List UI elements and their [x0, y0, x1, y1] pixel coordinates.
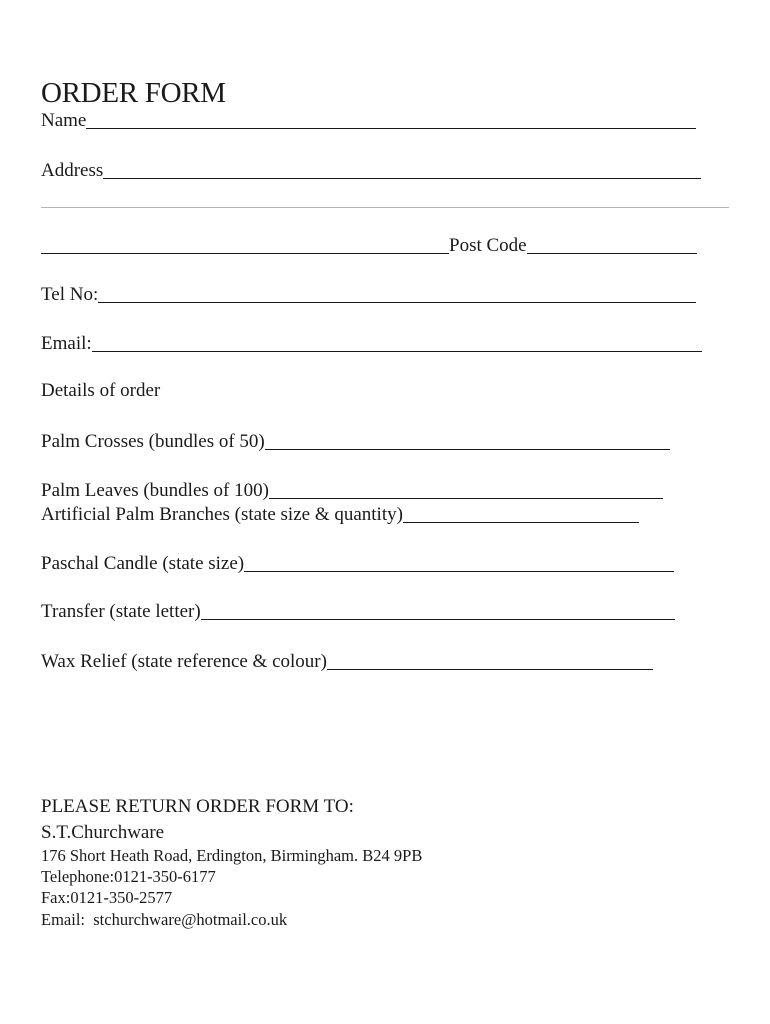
order-item-row [41, 651, 653, 673]
order-item-row [41, 601, 675, 623]
artificial-palm-field-line[interactable] [403, 505, 639, 523]
email-label: Email: [41, 333, 92, 354]
page-title: ORDER FORM [41, 77, 226, 109]
company-name: S.T.Churchware [41, 822, 165, 843]
order-item-row [41, 431, 670, 453]
address-row [41, 160, 701, 182]
company-fax: Fax:0121-350-2577 [41, 888, 173, 907]
address-continuation-line[interactable] [41, 207, 729, 208]
address-line-3[interactable] [41, 236, 449, 254]
tel-label: Tel No: [41, 284, 99, 305]
name-field-line[interactable] [86, 111, 696, 129]
post-code-field-line[interactable] [527, 236, 697, 254]
order-item-label: Palm Crosses (bundles of 50) [41, 431, 265, 452]
order-item-label: Wax Relief (state reference & colour) [41, 651, 327, 672]
name-label: Name [41, 110, 87, 131]
address-field-line[interactable] [103, 161, 701, 179]
name-row [41, 110, 696, 132]
order-item-label: Artificial Palm Branches (state size & quantity) [41, 504, 403, 525]
return-heading: PLEASE RETURN ORDER FORM TO: [41, 796, 354, 817]
order-item-row [41, 553, 674, 575]
address-label: Address [41, 160, 104, 181]
order-item-row [41, 480, 663, 502]
company-address: 176 Short Heath Road, Erdington, Birmingham. B24 9PB [41, 846, 423, 865]
order-details-heading: Details of order [41, 380, 161, 401]
tel-field-line[interactable] [98, 285, 696, 303]
order-item-label: Palm Leaves (bundles of 100) [41, 480, 269, 501]
post-code-label: Post Code [449, 235, 527, 256]
tel-row [41, 284, 696, 306]
email-field-line[interactable] [92, 334, 702, 352]
paschal-candle-field-line[interactable] [244, 554, 674, 572]
postcode-row [41, 235, 697, 257]
order-item-row [41, 504, 639, 526]
order-item-label: Transfer (state letter) [41, 601, 201, 622]
transfer-field-line[interactable] [201, 602, 675, 620]
order-item-label: Paschal Candle (state size) [41, 553, 245, 574]
palm-crosses-field-line[interactable] [265, 432, 670, 450]
email-row [41, 333, 702, 355]
wax-relief-field-line[interactable] [327, 652, 653, 670]
palm-leaves-field-line[interactable] [269, 481, 663, 499]
company-telephone: Telephone:0121-350-6177 [41, 867, 216, 886]
company-email: Email: stchurchware@hotmail.co.uk [41, 910, 288, 929]
